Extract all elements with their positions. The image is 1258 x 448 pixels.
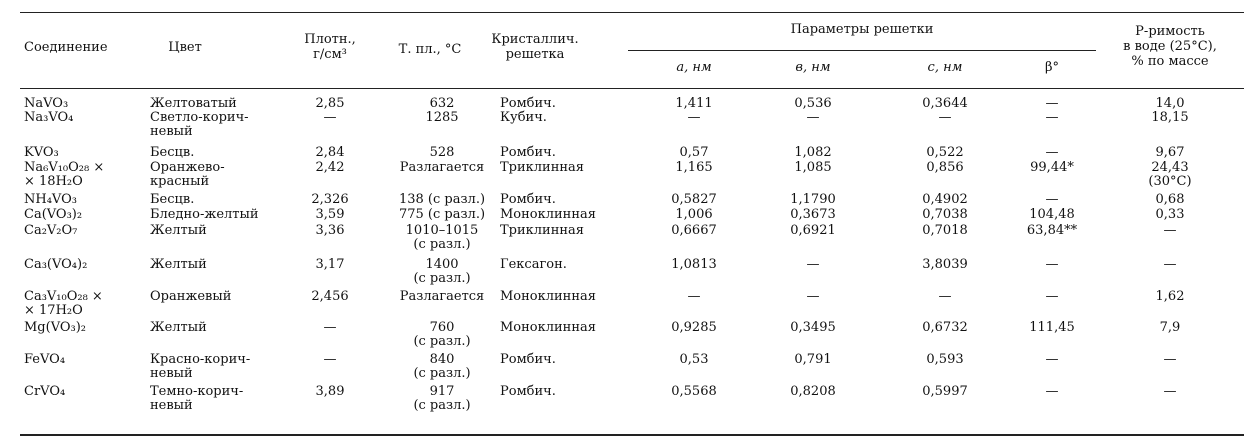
cell-solubility: 1,62 bbox=[1155, 289, 1185, 304]
cell-crystal: Ромбич. bbox=[500, 96, 556, 111]
cell-a: 1,411 bbox=[675, 96, 713, 111]
cell-compound: Ca(VO₃)₂ bbox=[24, 207, 83, 222]
cell-density: 2,42 bbox=[315, 160, 345, 175]
header-solubility: Р-римость в воде (25°С), % по массе bbox=[1123, 24, 1217, 69]
cell-crystal: Кубич. bbox=[500, 110, 547, 125]
cell-beta: — bbox=[1045, 384, 1059, 399]
lattice-subrule bbox=[628, 50, 1096, 51]
cell-melting: 840 (с разл.) bbox=[413, 352, 471, 381]
cell-c: — bbox=[938, 289, 952, 304]
cell-a: 0,5827 bbox=[671, 192, 717, 207]
cell-beta: — bbox=[1045, 352, 1059, 367]
cell-crystal: Ромбич. bbox=[500, 145, 556, 160]
cell-density: 3,17 bbox=[315, 257, 345, 272]
cell-color: Желтый bbox=[150, 257, 207, 272]
cell-beta: — bbox=[1045, 96, 1059, 111]
cell-solubility: — bbox=[1163, 257, 1177, 272]
cell-color: Светло-корич- невый bbox=[150, 110, 249, 139]
cell-crystal: Ромбич. bbox=[500, 384, 556, 399]
cell-compound: Ca₃(VO₄)₂ bbox=[24, 257, 88, 272]
cell-c: 0,856 bbox=[926, 160, 964, 175]
cell-solubility: — bbox=[1163, 352, 1177, 367]
cell-compound: CrVO₄ bbox=[24, 384, 66, 399]
cell-crystal: Моноклинная bbox=[500, 289, 596, 304]
cell-a: 0,5568 bbox=[671, 384, 717, 399]
cell-density: 3,36 bbox=[315, 223, 345, 238]
header-lattice-group: Параметры решетки bbox=[790, 22, 934, 37]
cell-beta: 104,48 bbox=[1029, 207, 1075, 222]
cell-a: 1,006 bbox=[675, 207, 713, 222]
cell-c: 0,6732 bbox=[922, 320, 968, 335]
cell-melting: 528 bbox=[429, 145, 455, 160]
cell-a: 0,9285 bbox=[671, 320, 717, 335]
cell-color: Темно-корич- невый bbox=[150, 384, 244, 413]
cell-solubility: 7,9 bbox=[1159, 320, 1181, 335]
cell-compound: FeVO₄ bbox=[24, 352, 66, 367]
cell-melting: 138 (с разл.) bbox=[398, 192, 486, 207]
cell-a: 1,165 bbox=[675, 160, 713, 175]
cell-color: Желтый bbox=[150, 320, 207, 335]
cell-b: 0,536 bbox=[794, 96, 832, 111]
cell-a: — bbox=[687, 289, 701, 304]
cell-beta: — bbox=[1045, 192, 1059, 207]
cell-density: 2,84 bbox=[315, 145, 345, 160]
cell-density: 2,85 bbox=[315, 96, 345, 111]
cell-a: — bbox=[687, 110, 701, 125]
cell-melting: 917 (с разл.) bbox=[413, 384, 471, 413]
cell-beta: — bbox=[1045, 110, 1059, 125]
cell-solubility: 18,15 bbox=[1151, 110, 1189, 125]
header-compound: Соединение bbox=[24, 40, 108, 55]
cell-c: 0,7038 bbox=[922, 207, 968, 222]
header-rule bbox=[20, 88, 1244, 89]
cell-color: Оранжевый bbox=[150, 289, 232, 304]
cell-density: — bbox=[323, 110, 337, 125]
cell-crystal: Ромбич. bbox=[500, 352, 556, 367]
cell-melting: Разлагается bbox=[399, 289, 485, 304]
cell-color: Бесцв. bbox=[150, 192, 195, 207]
cell-compound: Na₆V₁₀O₂₈ × × 18H₂O bbox=[24, 160, 105, 189]
cell-compound: NaVO₃ bbox=[24, 96, 69, 111]
cell-beta: — bbox=[1045, 145, 1059, 160]
cell-compound: Mg(VO₃)₂ bbox=[24, 320, 87, 335]
cell-color: Бесцв. bbox=[150, 145, 195, 160]
cell-melting: 1285 bbox=[425, 110, 459, 125]
cell-a: 1,0813 bbox=[671, 257, 717, 272]
cell-density: — bbox=[323, 352, 337, 367]
cell-solubility: 0,68 bbox=[1155, 192, 1185, 207]
cell-b: 0,6921 bbox=[790, 223, 836, 238]
cell-b: — bbox=[806, 110, 820, 125]
header-color: Цвет bbox=[168, 40, 202, 55]
cell-compound: Na₃VO₄ bbox=[24, 110, 74, 125]
cell-crystal: Моноклинная bbox=[500, 320, 596, 335]
cell-b: 0,3673 bbox=[790, 207, 836, 222]
cell-solubility: 14,0 bbox=[1155, 96, 1185, 111]
cell-solubility: 24,43 (30°С) bbox=[1148, 160, 1192, 189]
header-lattice-b: в, нм bbox=[795, 60, 831, 75]
cell-solubility: 0,33 bbox=[1155, 207, 1185, 222]
cell-color: Желтоватый bbox=[150, 96, 237, 111]
header-density: Плотн., г/см³ bbox=[304, 32, 356, 62]
header-crystal: Кристаллич. решетка bbox=[491, 32, 579, 62]
cell-c: 0,3644 bbox=[922, 96, 968, 111]
cell-color: Желтый bbox=[150, 223, 207, 238]
header-lattice-c: с, нм bbox=[927, 60, 963, 75]
cell-b: 0,3495 bbox=[790, 320, 836, 335]
cell-beta: 99,44* bbox=[1030, 160, 1074, 175]
top-rule bbox=[20, 12, 1244, 13]
cell-b: 1,082 bbox=[794, 145, 832, 160]
cell-crystal: Моноклинная bbox=[500, 207, 596, 222]
cell-c: 3,8039 bbox=[922, 257, 968, 272]
cell-density: — bbox=[323, 320, 337, 335]
cell-b: 0,791 bbox=[794, 352, 832, 367]
cell-c: 0,522 bbox=[926, 145, 964, 160]
cell-c: 0,5997 bbox=[922, 384, 968, 399]
cell-b: 1,1790 bbox=[790, 192, 836, 207]
cell-compound: Ca₂V₂O₇ bbox=[24, 223, 78, 238]
cell-color: Оранжево- красный bbox=[150, 160, 225, 189]
cell-melting: 1400 (с разл.) bbox=[413, 257, 471, 286]
bottom-rule bbox=[20, 434, 1244, 436]
cell-a: 0,57 bbox=[679, 145, 709, 160]
cell-beta: — bbox=[1045, 257, 1059, 272]
cell-color: Бледно-желтый bbox=[150, 207, 259, 222]
cell-density: 3,59 bbox=[315, 207, 345, 222]
cell-compound: Ca₃V₁₀O₂₈ × × 17H₂O bbox=[24, 289, 103, 318]
cell-b: — bbox=[806, 257, 820, 272]
cell-beta: 111,45 bbox=[1029, 320, 1075, 335]
cell-solubility: — bbox=[1163, 384, 1177, 399]
cell-b: — bbox=[806, 289, 820, 304]
cell-crystal: Триклинная bbox=[500, 160, 584, 175]
cell-c: 0,4902 bbox=[922, 192, 968, 207]
cell-compound: KVO₃ bbox=[24, 145, 59, 160]
cell-solubility: 9,67 bbox=[1155, 145, 1185, 160]
cell-beta: — bbox=[1045, 289, 1059, 304]
cell-a: 0,53 bbox=[679, 352, 709, 367]
header-melting: Т. пл., °С bbox=[398, 42, 462, 57]
cell-crystal: Триклинная bbox=[500, 223, 584, 238]
cell-melting: Разлагается bbox=[399, 160, 485, 175]
cell-melting: 632 bbox=[429, 96, 455, 111]
cell-solubility: — bbox=[1163, 223, 1177, 238]
cell-crystal: Ромбич. bbox=[500, 192, 556, 207]
header-lattice-beta: β° bbox=[1044, 60, 1060, 75]
cell-c: — bbox=[938, 110, 952, 125]
cell-color: Красно-корич- невый bbox=[150, 352, 251, 381]
cell-a: 0,6667 bbox=[671, 223, 717, 238]
cell-beta: 63,84** bbox=[1026, 223, 1078, 238]
cell-melting: 1010–1015 (с разл.) bbox=[405, 223, 479, 252]
cell-b: 0,8208 bbox=[790, 384, 836, 399]
cell-melting: 760 (с разл.) bbox=[413, 320, 471, 349]
cell-c: 0,593 bbox=[926, 352, 964, 367]
cell-melting: 775 (с разл.) bbox=[398, 207, 486, 222]
cell-crystal: Гексагон. bbox=[500, 257, 567, 272]
cell-b: 1,085 bbox=[794, 160, 832, 175]
cell-density: 2,326 bbox=[311, 192, 349, 207]
cell-density: 3,89 bbox=[315, 384, 345, 399]
header-lattice-a: а, нм bbox=[676, 60, 712, 75]
cell-density: 2,456 bbox=[311, 289, 349, 304]
cell-compound: NH₄VO₃ bbox=[24, 192, 77, 207]
cell-c: 0,7018 bbox=[922, 223, 968, 238]
